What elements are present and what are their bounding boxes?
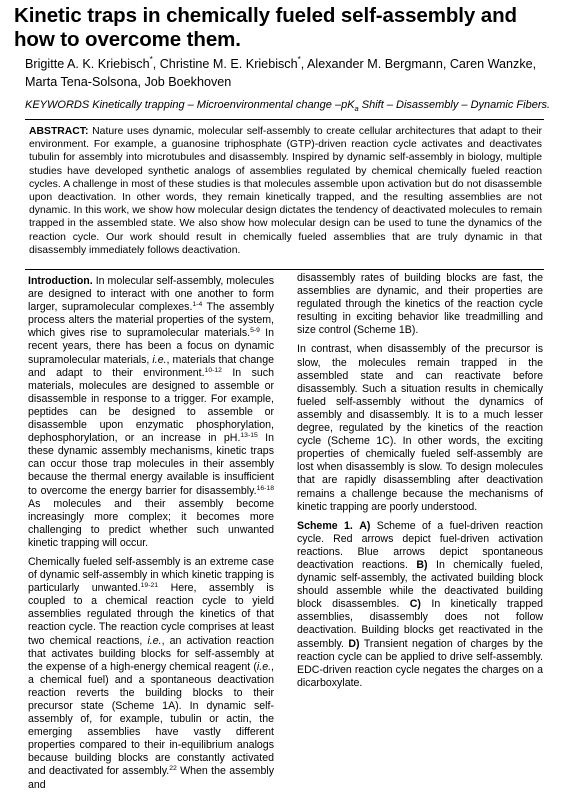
- author-line-2: Marta Tena-Solsona, Job Boekhoven: [25, 75, 232, 89]
- right-paragraph-1: disassembly rates of building blocks are fast, the assemblies are dynamic, and their properties are regulated through the kinetics of the reaction cycle resulting in exciting behavior like treadmilling and size control (Scheme 1B).: [297, 272, 543, 337]
- scheme-1-caption: Scheme 1. A) Scheme of a fuel-driven reaction cycle. Red arrows depict fuel-driven activation reactions. Blue arrows depict spontaneous deactivation reactions. B) In chemically fueled, dynamic self-assembly, the activated building block should assemble while the deactivated building block disassembles. C) In kinetically trapped assemblies, disassembly does not follow deactivation. Building blocks get reactivated in the assembly. D) Transient negation of charges by the reaction cycle can be applied to drive self-assembly. EDC-driven reaction cycle negates the charges on a dicarboxylate.: [297, 519, 543, 689]
- left-column: [28, 275, 274, 798]
- right-paragraph-2: In contrast, when disassembly of the precursor is slow, the molecules remain trapped in the assembled state and can reactivate before disassembly. Such a situation results in chemically fueled self-assembly without the dynamics of assembly and disassembly. It is to a much lesser degree, regulated by the kinetics of the reaction cycle (Scheme 1C). In other words, the exciting properties of chemically fueled self-assembly are lost when disassembly is slow. To design molecules that are rapidly disassembling after deactivation remains a challenge because the mechanisms of kinetic trapping are poorly understood.: [297, 343, 543, 513]
- author-list: [25, 55, 555, 91]
- abstract-label: ABSTRACT:: [29, 126, 89, 137]
- keywords-line: KEYWORDS Kinetically trapping – Microenvironmental change $-pK_a$ Shift – Disassembly – Dynamic Fibers.: [25, 99, 551, 114]
- scheme-label: Scheme 1.: [297, 519, 353, 532]
- intro-paragraph-2: Chemically fueled self-assembly is an extreme case of dynamic self-assembly in which kinetic trapping is particularly unwanted.$^{19-21}$ Here, assembly is coupled to a chemical reaction cycle to yield assemblies regulated through the kinetics of that reaction cycle. The reaction cycle comprises at least two chemical reactions, i.e., an activation reaction that activates building blocks for self-assembly at the expense of a high-energy chemical reagent (i.e., a chemical fuel) and a spontaneous deactivation reaction reverts the building blocks to their precursor state (Scheme 1A). In dynamic self-assembly of, for example, tubulin or actin, the emerging assemblies have vastly different properties compared to their in-equilibrium analogs because building blocks are constantly activated and deactivated for assembly.$^{22}$ When the assembly and: [28, 555, 274, 791]
- abstract-text: Nature uses dynamic, molecular self-assembly to create cellular architectures that adapt to their environment. For example, a guanosine triphosphate (GTP)-driven reaction cycle activates and deactivates tubulin for assembly into microtubules and disassembly. Inspired by dynamic self-assembly in biology, multiple studies have developed synthetic analogs of assemblies regulated by chemical chemically fueled reaction cycles. A challenge in most of these studies is that molecules assemble upon activation but do not disassemble upon deactivation. In other words, they remain kinetically trapped, and the resulting assemblies are not dynamic. In this work, we show how molecular design dictates the tendency of deactivated molecules to remain trapped in the assembled state. We also show how molecular design can be used to tune the dynamics of the reaction cycle. Our work should result in chemically fueled assemblies that are truly dynamic in that disassembly immediately follows deactivation.: [29, 126, 542, 256]
- author-line-1: Brigitte A. K. Kriebisch*, Christine M. E. Kriebisch*, Alexander M. Bergmann, Caren Wanzke,: [25, 55, 537, 71]
- abstract: [29, 125, 542, 257]
- intro-paragraph-1: Introduction. In molecular self-assembly, molecules are designed to interact with one another to form larger, supramolecular complexes.$^{1-4}$ The assembly process alters the material properties of the system, which gives rise to supramolecular materials.$^{5-9}$ In recent years, there has been a focus on dynamic supramolecular materials, i.e., materials that change and adapt to their environment.$^{10-12}$ In such materials, molecules are designed to assemble or disassemble in response to a trigger. For example, peptides can be designed to assemble or disassemble upon enzymatic phosphorylation, dephosphorylation, or an increase in pH.$^{13-15}$ In these dynamic assembly mechanisms, kinetic traps can occur those trap molecules in their assembly because the thermal energy available is insufficient to overcome the energy barrier for disassembly.$^{16-18}$ As molecules and their assembly become increasingly more complex; it becomes more challenging to predict whether such unwanted kinetic trapping will occur.: [28, 275, 275, 549]
- right-column: [297, 272, 543, 696]
- paper-title: Kinetic traps in chemically fueled self-assembly and how to overcome them.: [14, 4, 517, 51]
- intro-heading: Introduction.: [28, 275, 93, 287]
